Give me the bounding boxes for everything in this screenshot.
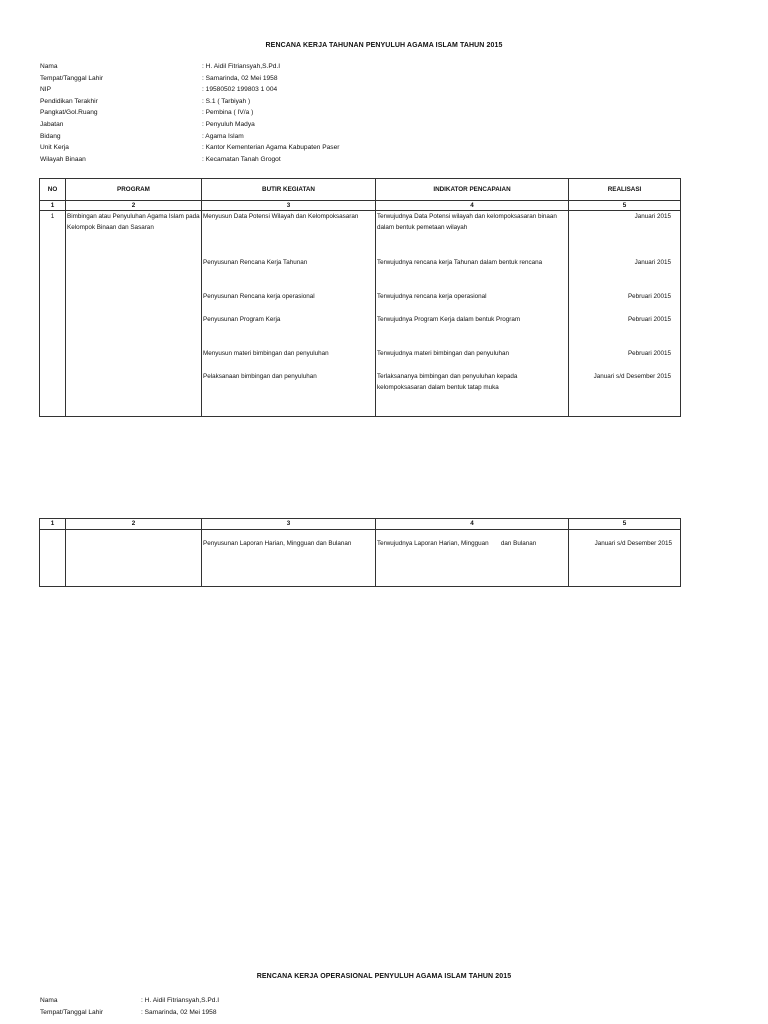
indikator-item: Terwujudnya rencana kerja Tahunan dalam bentuk rencana (377, 259, 543, 266)
column-number-row (40, 201, 681, 211)
table-row (40, 211, 681, 417)
info-value: : Samarinda, 02 Mei 1958 (202, 74, 278, 82)
realisasi-item: Januari s/d Desember 2015 (593, 373, 671, 380)
identity-block-2 (40, 995, 219, 1018)
info-value: : H. Aidil Fitriansyah,S.Pd.I (202, 63, 281, 70)
document-title-2: RENCANA KERJA OPERASIONAL PENYULUH AGAMA ISLAM TAHUN 2015 (256, 973, 512, 980)
info-value: : Agama Islam (202, 132, 244, 140)
kegiatan-item: Menyusun materi bimbingan dan penyuluhan (203, 350, 329, 357)
indikator-item: Terwujudnya rencana kerja operasional (377, 293, 487, 300)
header-no: NO (40, 179, 66, 201)
info-value: : S.1 ( Tarbiyah ) (202, 97, 251, 105)
info-value: : Kecamatan Tanah Grogot (202, 155, 281, 163)
kegiatan-cell: Penyusunan Laporan Harian, Mingguan dan Bulanan (202, 530, 376, 587)
row-number (40, 530, 66, 587)
info-row (40, 154, 339, 166)
column-number: 2 (66, 201, 202, 211)
info-label: Jabatan (40, 120, 64, 128)
info-value: : H. Aidil Fitriansyah,S.Pd.I (141, 997, 220, 1004)
column-number: 3 (202, 201, 376, 211)
info-label: Pangkat/Gol.Ruang (40, 109, 98, 117)
table-row (40, 530, 681, 587)
info-value: : Penyuluh Madya (202, 120, 255, 128)
realisasi-cell: Januari s/d Desember 2015 (569, 530, 681, 587)
info-row (40, 131, 339, 143)
kegiatan-cell (202, 211, 376, 417)
info-label: Tempat/Tanggal Lahir (40, 74, 104, 82)
indikator-cell: Terwujudnya Laporan Harian, Mingguan dan Bulanan (376, 530, 569, 587)
column-number: 3 (202, 519, 376, 530)
info-row (40, 61, 339, 73)
info-row (40, 73, 339, 85)
kegiatan-item: Pelaksanaan bimbingan dan penyuluhan (203, 373, 317, 380)
header-butir-kegiatan: BUTIR KEGIATAN (202, 179, 376, 201)
info-label: Nama (40, 63, 58, 70)
info-row (40, 995, 219, 1007)
info-row (40, 84, 339, 96)
program-cell: Bimbingan atau Penyuluhan Agama Islam pada Kelompok Binaan dan Sasaran (66, 211, 202, 417)
info-value: : Samarinda, 02 Mei 1958 (141, 1008, 217, 1016)
column-number: 1 (40, 519, 66, 530)
kegiatan-item: Penyusunan Rencana kerja operasional (203, 293, 315, 300)
info-label: Wilayah Binaan (40, 155, 86, 163)
header-realisasi: REALISASI (569, 179, 681, 201)
kegiatan-item: Penyusunan Program Kerja (203, 316, 281, 323)
realisasi-item: Pebruari 20015 (627, 293, 671, 300)
info-label: Unit Kerja (40, 144, 69, 152)
kegiatan-item: Penyusunan Rencana Kerja Tahunan (203, 259, 308, 266)
continuation-table (39, 518, 681, 587)
column-number: 4 (376, 201, 569, 211)
info-label: Tempat/Tanggal Lahir (40, 1008, 104, 1016)
indikator-item: Terwujudnya Data Potensi wilayah dan kelompoksasaran binaan dalam bentuk pemetaan wilayah (377, 213, 557, 231)
info-value: : Pembina ( IV/a ) (202, 109, 254, 117)
work-plan-table (39, 178, 681, 417)
column-number: 4 (376, 519, 569, 530)
info-row (40, 107, 339, 119)
info-label: Nama (40, 997, 58, 1004)
indikator-item: Terwujudnya Program Kerja dalam bentuk Program (377, 316, 521, 323)
realisasi-item: Januari 2015 (634, 213, 671, 220)
info-row (40, 1007, 219, 1019)
info-value: : Kantor Kementerian Agama Kabupaten Paser (202, 144, 340, 152)
info-label: Bidang (40, 132, 61, 140)
column-number: 5 (569, 519, 681, 530)
header-indikator: INDIKATOR PENCAPAIAN (376, 179, 569, 201)
indikator-item: Terlaksananya bimbingan dan penyuluhan kepada kelompoksasaran dalam bentuk tatap muka (377, 373, 518, 391)
realisasi-cell (569, 211, 681, 417)
column-number: 5 (569, 201, 681, 211)
program-cell (66, 530, 202, 587)
info-row (40, 119, 339, 131)
identity-block (40, 61, 339, 165)
indikator-item: Terwujudnya materi bimbingan dan penyuluhan (377, 350, 509, 357)
info-label: NIP (40, 86, 51, 94)
row-number: 1 (40, 211, 66, 417)
column-number: 2 (66, 519, 202, 530)
document-title: RENCANA KERJA TAHUNAN PENYULUH AGAMA ISLAM TAHUN 2015 (265, 42, 503, 49)
info-label: Pendidikan Terakhir (40, 97, 98, 105)
kegiatan-item: Menyusun Data Potensi Wilayah dan Kelompoksasaran (203, 213, 359, 220)
realisasi-item: Pebruari 20015 (627, 350, 671, 357)
indikator-cell (376, 211, 569, 417)
header-row (40, 179, 681, 201)
info-row (40, 142, 339, 154)
info-row (40, 96, 339, 108)
header-program: PROGRAM (66, 179, 202, 201)
realisasi-item: Januari 2015 (634, 259, 671, 266)
info-value: : 19580502 199803 1 004 (202, 86, 278, 94)
realisasi-item: Pebruari 20015 (627, 316, 671, 323)
column-number: 1 (40, 201, 66, 211)
column-number-row (40, 519, 681, 530)
